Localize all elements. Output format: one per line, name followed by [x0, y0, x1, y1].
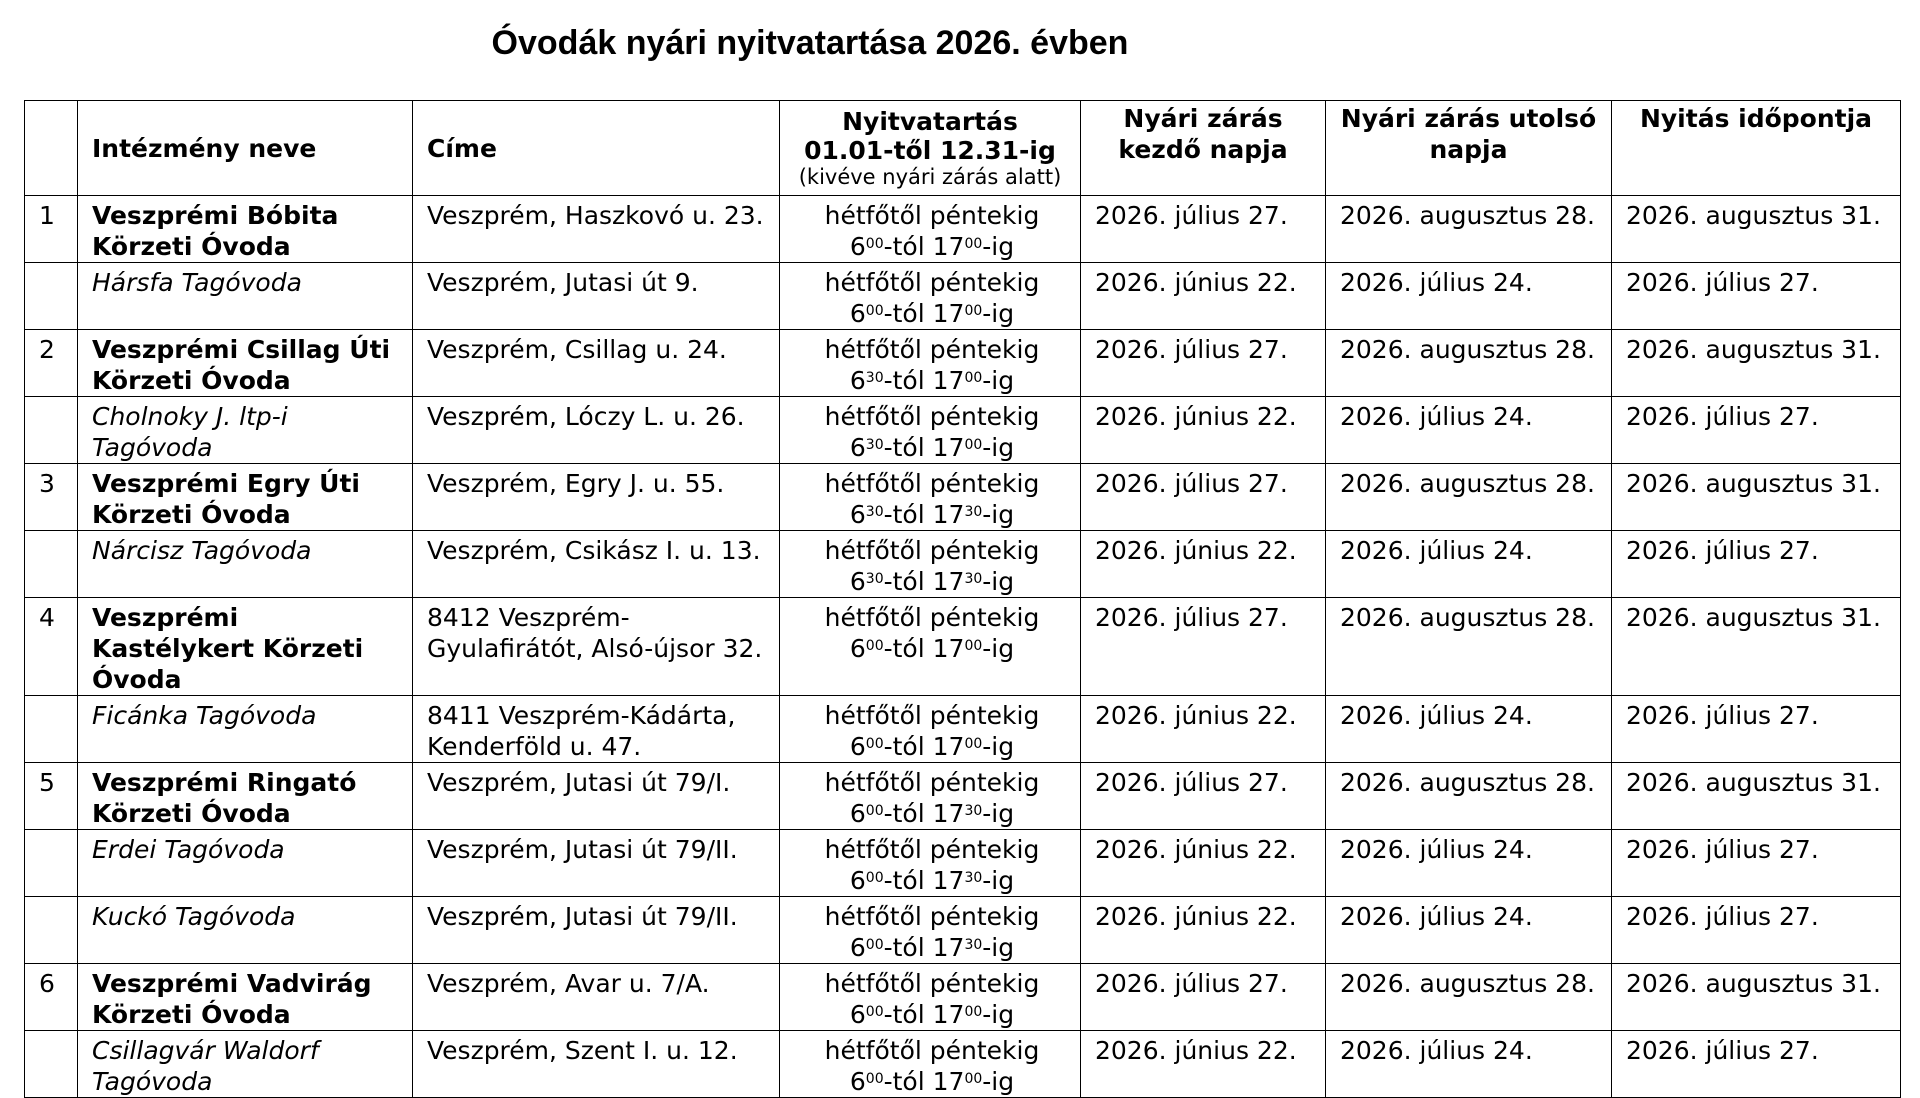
from-suffix: -tól: [883, 1000, 925, 1029]
reopening-date: 2026. augusztus 31.: [1612, 330, 1901, 397]
institution-address: Veszprém, Jutasi út 79/II.: [413, 830, 780, 897]
reopening-date: 2026. augusztus 31.: [1612, 598, 1901, 696]
reopening-date: 2026. július 27.: [1612, 263, 1901, 330]
open-hour: 6: [849, 1067, 866, 1096]
closing-start-date: 2026. július 27.: [1081, 196, 1326, 263]
open-minute: 00: [865, 1003, 884, 1020]
open-hour: 6: [849, 1000, 866, 1029]
institution-name: Cholnoky J. ltp-i Tagóvoda: [78, 397, 413, 464]
opening-days: hétfőtől péntekig: [824, 902, 1040, 931]
opening-hours: [780, 964, 1081, 1031]
closing-last-date: 2026. július 24.: [1326, 263, 1612, 330]
header-address: Címe: [413, 101, 780, 196]
close-hour: 17: [932, 366, 965, 395]
table-row: [25, 964, 1901, 1031]
open-hour: 6: [849, 366, 866, 395]
opening-days: hétfőtől péntekig: [824, 469, 1040, 498]
to-suffix: -ig: [982, 933, 1015, 962]
header-reopening: Nyitás időpontja: [1612, 101, 1901, 196]
table-row: [25, 897, 1901, 964]
open-hour: 6: [849, 799, 866, 828]
from-suffix: -tól: [883, 567, 925, 596]
header-row: [25, 101, 1901, 196]
open-minute: 30: [865, 369, 884, 386]
opening-days: hétfőtől péntekig: [824, 969, 1040, 998]
to-suffix: -ig: [982, 366, 1015, 395]
closing-start-date: 2026. június 22.: [1081, 263, 1326, 330]
close-hour: 17: [932, 732, 965, 761]
table-row: [25, 196, 1901, 263]
opening-days: hétfőtől péntekig: [824, 268, 1040, 297]
from-suffix: -tól: [883, 299, 925, 328]
reopening-date: 2026. augusztus 31.: [1612, 964, 1901, 1031]
close-minute: 30: [964, 802, 983, 819]
closing-last-date: 2026. augusztus 28.: [1326, 598, 1612, 696]
open-hour: 6: [849, 933, 866, 962]
open-minute: 00: [865, 1070, 884, 1087]
closing-start-date: 2026. július 27.: [1081, 598, 1326, 696]
closing-last-date: 2026. augusztus 28.: [1326, 464, 1612, 531]
from-suffix: -tól: [883, 433, 925, 462]
close-hour: 17: [932, 433, 965, 462]
header-number: [25, 101, 78, 196]
close-minute: 00: [964, 369, 983, 386]
header-closing-last: Nyári zárás utolsó napja: [1326, 101, 1612, 196]
reopening-date: 2026. július 27.: [1612, 696, 1901, 763]
closing-start-date: 2026. július 27.: [1081, 964, 1326, 1031]
row-number: [25, 830, 78, 897]
reopening-date: 2026. augusztus 31.: [1612, 464, 1901, 531]
closing-last-date: 2026. augusztus 28.: [1326, 763, 1612, 830]
close-hour: 17: [932, 634, 965, 663]
institution-address: Veszprém, Szent I. u. 12.: [413, 1031, 780, 1098]
close-minute: 30: [964, 869, 983, 886]
closing-start-date: 2026. június 22.: [1081, 1031, 1326, 1098]
opening-hours: [780, 330, 1081, 397]
institution-name: Veszprémi Vadvirág Körzeti Óvoda: [78, 964, 413, 1031]
open-hour: 6: [849, 634, 866, 663]
closing-start-date: 2026. július 27.: [1081, 464, 1326, 531]
institution-name: Kuckó Tagóvoda: [78, 897, 413, 964]
to-suffix: -ig: [982, 1000, 1015, 1029]
from-suffix: -tól: [883, 732, 925, 761]
close-minute: 00: [964, 302, 983, 319]
institution-address: Veszprém, Jutasi út 79/I.: [413, 763, 780, 830]
to-suffix: -ig: [982, 433, 1015, 462]
reopening-date: 2026. július 27.: [1612, 897, 1901, 964]
opening-hours: [780, 397, 1081, 464]
table-row: [25, 464, 1901, 531]
table-row: [25, 598, 1901, 696]
table-row: [25, 330, 1901, 397]
row-number: 1: [25, 196, 78, 263]
opening-hours: [780, 464, 1081, 531]
close-minute: 00: [964, 235, 983, 252]
close-minute: 30: [964, 936, 983, 953]
row-number: [25, 897, 78, 964]
opening-days: hétfőtől péntekig: [824, 835, 1040, 864]
closing-start-date: 2026. július 27.: [1081, 763, 1326, 830]
close-minute: 00: [964, 1003, 983, 1020]
opening-days: hétfőtől péntekig: [824, 335, 1040, 364]
close-hour: 17: [932, 232, 965, 261]
to-suffix: -ig: [982, 567, 1015, 596]
institution-address: Veszprém, Egry J. u. 55.: [413, 464, 780, 531]
from-suffix: -tól: [883, 500, 925, 529]
institution-name: Veszprémi Bóbita Körzeti Óvoda: [78, 196, 413, 263]
open-minute: 00: [865, 302, 884, 319]
opening-days: hétfőtől péntekig: [824, 402, 1040, 431]
row-number: 4: [25, 598, 78, 696]
open-hour: 6: [849, 433, 866, 462]
from-suffix: -tól: [883, 933, 925, 962]
from-suffix: -tól: [883, 366, 925, 395]
closing-start-date: 2026. június 22.: [1081, 397, 1326, 464]
reopening-date: 2026. július 27.: [1612, 397, 1901, 464]
institution-name: Veszprémi Egry Úti Körzeti Óvoda: [78, 464, 413, 531]
open-hour: 6: [849, 232, 866, 261]
header-opening-hours: [780, 101, 1081, 196]
institution-address: Veszprém, Haszkovó u. 23.: [413, 196, 780, 263]
header-hours-line1: Nyitvatartás: [842, 107, 1018, 136]
open-minute: 30: [865, 503, 884, 520]
closing-start-date: 2026. július 27.: [1081, 330, 1326, 397]
institution-name: Veszprémi Kastélykert Körzeti Óvoda: [78, 598, 413, 696]
opening-hours: [780, 830, 1081, 897]
row-number: [25, 263, 78, 330]
header-institution-name: Intézmény neve: [78, 101, 413, 196]
from-suffix: -tól: [883, 634, 925, 663]
open-minute: 30: [865, 436, 884, 453]
to-suffix: -ig: [982, 500, 1015, 529]
header-hours-note: (kivéve nyári zárás alatt): [798, 165, 1062, 189]
close-hour: 17: [932, 799, 965, 828]
close-minute: 00: [964, 637, 983, 654]
reopening-date: 2026. augusztus 31.: [1612, 763, 1901, 830]
opening-hours: [780, 531, 1081, 598]
page-title: Óvodák nyári nyitvatartása 2026. évben: [491, 24, 1129, 62]
to-suffix: -ig: [982, 232, 1015, 261]
open-minute: 00: [865, 235, 884, 252]
reopening-date: 2026. július 27.: [1612, 1031, 1901, 1098]
close-hour: 17: [932, 500, 965, 529]
table-row: [25, 263, 1901, 330]
from-suffix: -tól: [883, 866, 925, 895]
header-hours-line2: 01.01-től 12.31-ig: [804, 136, 1056, 165]
row-number: [25, 1031, 78, 1098]
table-row: [25, 531, 1901, 598]
institution-name: Ficánka Tagóvoda: [78, 696, 413, 763]
from-suffix: -tól: [883, 1067, 925, 1096]
closing-last-date: 2026. augusztus 28.: [1326, 196, 1612, 263]
table-row: [25, 830, 1901, 897]
row-number: 6: [25, 964, 78, 1031]
close-minute: 00: [964, 1070, 983, 1087]
from-suffix: -tól: [883, 232, 925, 261]
reopening-date: 2026. július 27.: [1612, 531, 1901, 598]
row-number: 2: [25, 330, 78, 397]
institution-name: Hársfa Tagóvoda: [78, 263, 413, 330]
closing-start-date: 2026. június 22.: [1081, 531, 1326, 598]
table-row: [25, 397, 1901, 464]
closing-start-date: 2026. június 22.: [1081, 696, 1326, 763]
close-minute: 30: [964, 503, 983, 520]
table-row: [25, 1031, 1901, 1098]
institution-address: 8411 Veszprém-Kádárta, Kenderföld u. 47.: [413, 696, 780, 763]
header-closing-start: Nyári zárás kezdő napja: [1081, 101, 1326, 196]
opening-hours: [780, 263, 1081, 330]
reopening-date: 2026. augusztus 31.: [1612, 196, 1901, 263]
opening-days: hétfőtől péntekig: [824, 603, 1040, 632]
closing-last-date: 2026. július 24.: [1326, 1031, 1612, 1098]
institution-address: Veszprém, Csillag u. 24.: [413, 330, 780, 397]
opening-days: hétfőtől péntekig: [824, 701, 1040, 730]
open-minute: 00: [865, 637, 884, 654]
to-suffix: -ig: [982, 866, 1015, 895]
row-number: 5: [25, 763, 78, 830]
open-minute: 00: [865, 802, 884, 819]
close-minute: 00: [964, 436, 983, 453]
institution-address: Veszprém, Jutasi út 79/II.: [413, 897, 780, 964]
closing-last-date: 2026. július 24.: [1326, 897, 1612, 964]
opening-days: hétfőtől péntekig: [824, 1036, 1040, 1065]
institution-name: Csillagvár Waldorf Tagóvoda: [78, 1031, 413, 1098]
opening-hours: [780, 763, 1081, 830]
closing-last-date: 2026. augusztus 28.: [1326, 330, 1612, 397]
institution-address: Veszprém, Lóczy L. u. 26.: [413, 397, 780, 464]
closing-start-date: 2026. június 22.: [1081, 897, 1326, 964]
open-hour: 6: [849, 567, 866, 596]
open-hour: 6: [849, 500, 866, 529]
close-hour: 17: [932, 1067, 965, 1096]
close-minute: 30: [964, 570, 983, 587]
closing-last-date: 2026. július 24.: [1326, 531, 1612, 598]
open-minute: 30: [865, 570, 884, 587]
close-hour: 17: [932, 933, 965, 962]
open-minute: 00: [865, 735, 884, 752]
opening-hours: [780, 897, 1081, 964]
institution-name: Veszprémi Ringató Körzeti Óvoda: [78, 763, 413, 830]
close-hour: 17: [932, 866, 965, 895]
close-hour: 17: [932, 1000, 965, 1029]
to-suffix: -ig: [982, 799, 1015, 828]
row-number: [25, 696, 78, 763]
opening-hours: [780, 696, 1081, 763]
table-row: [25, 763, 1901, 830]
institution-address: Veszprém, Avar u. 7/A.: [413, 964, 780, 1031]
institution-name: Veszprémi Csillag Úti Körzeti Óvoda: [78, 330, 413, 397]
closing-last-date: 2026. augusztus 28.: [1326, 964, 1612, 1031]
table-body: [25, 196, 1901, 1098]
opening-hours: [780, 196, 1081, 263]
closing-last-date: 2026. július 24.: [1326, 696, 1612, 763]
close-hour: 17: [932, 299, 965, 328]
kindergarten-schedule-table: [24, 100, 1901, 1098]
closing-last-date: 2026. július 24.: [1326, 397, 1612, 464]
institution-name: Nárcisz Tagóvoda: [78, 531, 413, 598]
open-minute: 00: [865, 936, 884, 953]
row-number: [25, 397, 78, 464]
institution-address: Veszprém, Csikász I. u. 13.: [413, 531, 780, 598]
to-suffix: -ig: [982, 299, 1015, 328]
to-suffix: -ig: [982, 1067, 1015, 1096]
opening-days: hétfőtől péntekig: [824, 768, 1040, 797]
from-suffix: -tól: [883, 799, 925, 828]
opening-hours: [780, 1031, 1081, 1098]
opening-days: hétfőtől péntekig: [824, 201, 1040, 230]
close-minute: 00: [964, 735, 983, 752]
open-hour: 6: [849, 866, 866, 895]
to-suffix: -ig: [982, 732, 1015, 761]
opening-hours: [780, 598, 1081, 696]
opening-days: hétfőtől péntekig: [824, 536, 1040, 565]
table-row: [25, 696, 1901, 763]
open-hour: 6: [849, 732, 866, 761]
closing-last-date: 2026. július 24.: [1326, 830, 1612, 897]
institution-address: Veszprém, Jutasi út 9.: [413, 263, 780, 330]
open-minute: 00: [865, 869, 884, 886]
closing-start-date: 2026. június 22.: [1081, 830, 1326, 897]
to-suffix: -ig: [982, 634, 1015, 663]
close-hour: 17: [932, 567, 965, 596]
open-hour: 6: [849, 299, 866, 328]
row-number: 3: [25, 464, 78, 531]
institution-address: 8412 Veszprém-Gyulafirátót, Alsó-újsor 32.: [413, 598, 780, 696]
reopening-date: 2026. július 27.: [1612, 830, 1901, 897]
institution-name: Erdei Tagóvoda: [78, 830, 413, 897]
row-number: [25, 531, 78, 598]
